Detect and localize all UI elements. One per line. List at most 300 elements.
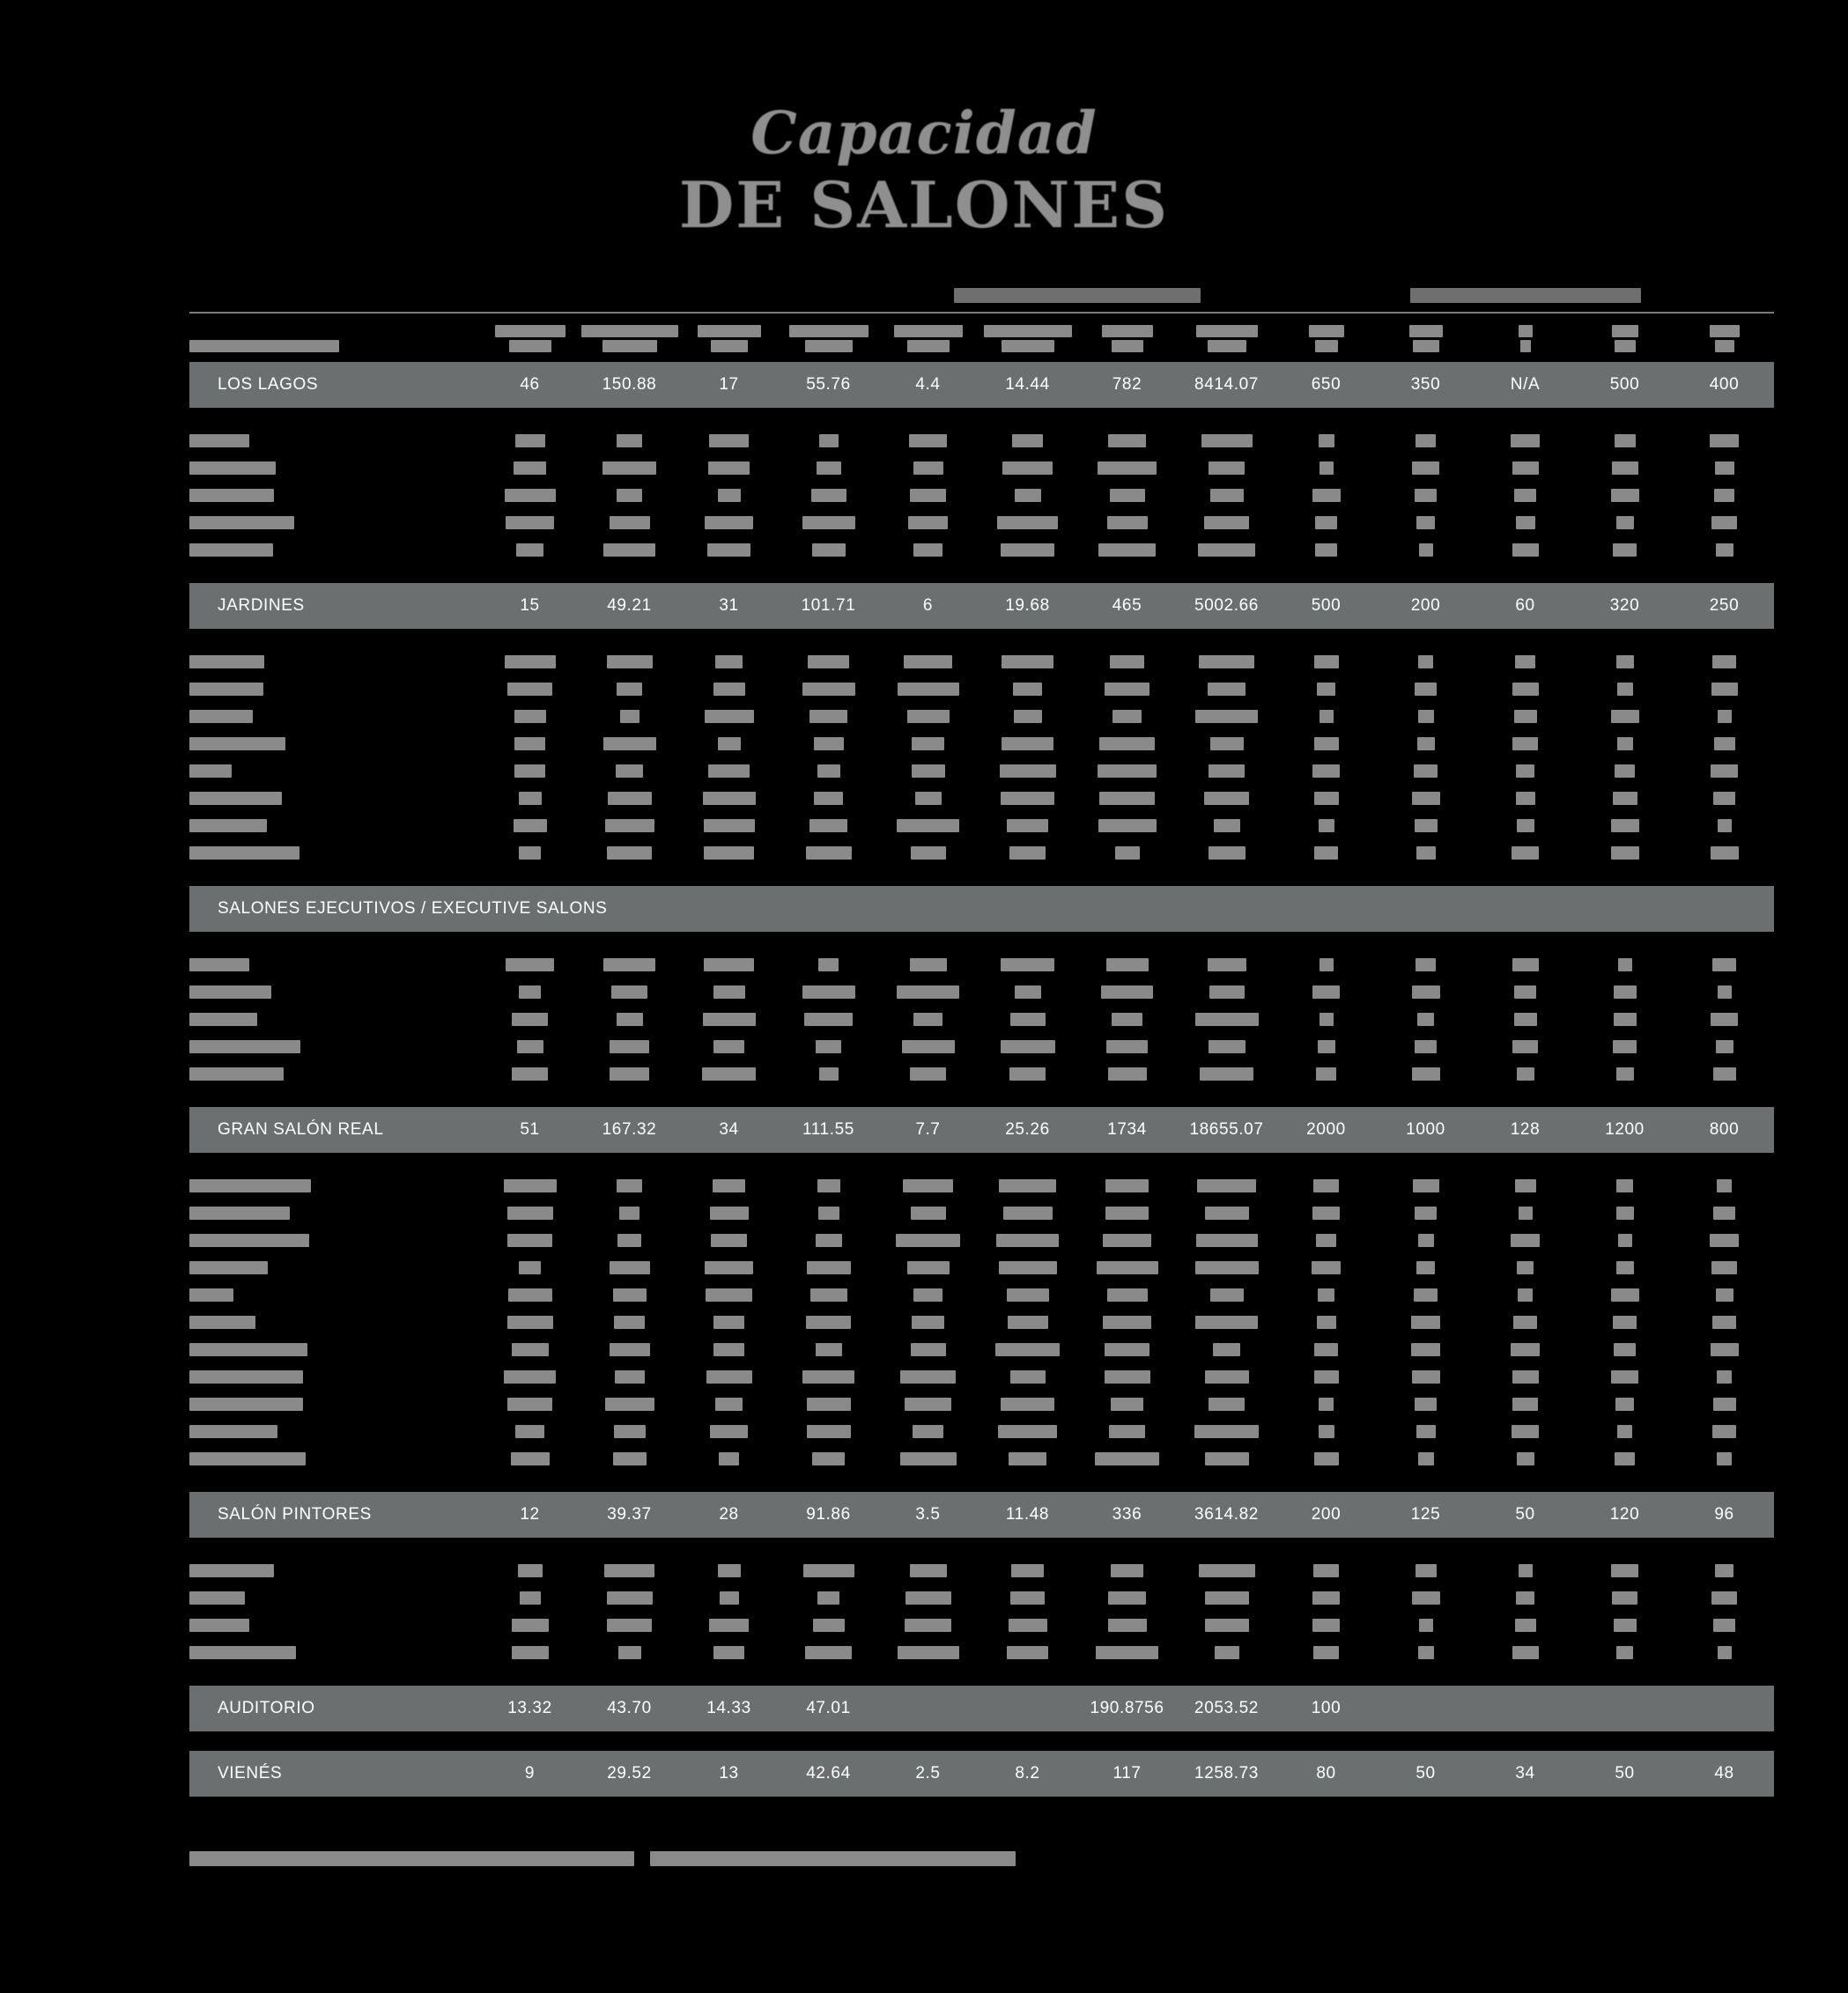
redacted-block: [1112, 340, 1143, 352]
row-value: [580, 1612, 679, 1639]
redacted-block: [817, 764, 840, 778]
redacted-block: [1109, 1425, 1145, 1438]
redacted-block: [1611, 489, 1639, 502]
row-value: [1276, 1227, 1376, 1254]
redacted-block: [1714, 737, 1735, 750]
section-value: [978, 1686, 1077, 1731]
redacted-block: [713, 985, 745, 999]
redacted-block: [1613, 1316, 1637, 1329]
redacted-block: [1315, 516, 1337, 529]
redacted-block: [1009, 1067, 1046, 1081]
row-value: [679, 1227, 779, 1254]
redacted-block: [1316, 1234, 1336, 1247]
row-value: [480, 1612, 580, 1639]
row-value: [1077, 1060, 1177, 1088]
redacted-block: [495, 325, 565, 337]
redacted-block: [1318, 1288, 1334, 1302]
column-header-4: [779, 313, 878, 362]
redacted-block: [504, 1179, 557, 1192]
row-value: [1376, 978, 1475, 1006]
section-value: 80: [1276, 1751, 1376, 1797]
row-label: [189, 509, 480, 536]
group-header-2: [1276, 288, 1774, 308]
section-value: 2000: [1276, 1107, 1376, 1153]
redacted-block: [189, 1316, 255, 1329]
redacted-block: [1516, 792, 1535, 805]
column-header-label: [878, 325, 978, 352]
redacted-block: [1617, 683, 1633, 696]
row-value: [1674, 785, 1774, 812]
redacted-block: [604, 1564, 654, 1577]
row-value: [1475, 1418, 1575, 1445]
section-value: 13.32: [480, 1686, 580, 1731]
row-value: [978, 1336, 1077, 1363]
redacted-block: [818, 1207, 839, 1220]
row-value: [1575, 454, 1674, 482]
redacted-block: [816, 1040, 841, 1053]
redacted-block: [189, 1179, 311, 1192]
row-value: [1575, 1418, 1674, 1445]
row-label: [189, 951, 480, 978]
redacted-block: [1713, 1067, 1736, 1081]
redacted-block: [1195, 1316, 1258, 1329]
redacted-block: [1711, 1343, 1739, 1356]
redacted-block: [1095, 1452, 1159, 1465]
section-value: 14.33: [679, 1686, 779, 1731]
redacted-block: [1512, 846, 1539, 860]
redacted-block: [1718, 710, 1732, 723]
redacted-block: [1417, 737, 1435, 750]
redacted-block: [1002, 737, 1053, 750]
redacted-block: [189, 846, 299, 860]
redacted-block: [1613, 792, 1637, 805]
redacted-block: [1711, 683, 1738, 696]
redacted-block: [607, 1619, 652, 1632]
section-value: 60: [1475, 583, 1575, 629]
redacted-block: [1416, 1261, 1435, 1274]
redacted-block: [1416, 1425, 1436, 1438]
spacer-cell: [189, 1088, 1774, 1107]
redacted-block: [1412, 461, 1439, 475]
page-title: [0, 0, 1848, 242]
row-value: [1674, 1336, 1774, 1363]
row-value: [1077, 1584, 1177, 1612]
row-value: [1276, 1172, 1376, 1199]
row-value: [480, 427, 580, 454]
redacted-block: [715, 655, 743, 668]
section-value: 50: [1575, 1751, 1674, 1797]
row-value: [1674, 1281, 1774, 1309]
table-row: [189, 839, 1774, 867]
redacted-block: [805, 340, 853, 352]
row-value: [679, 1336, 779, 1363]
row-value: [580, 1033, 679, 1060]
row-value: [1276, 1281, 1376, 1309]
row-value: [580, 951, 679, 978]
row-value: [1276, 978, 1376, 1006]
row-value: [679, 536, 779, 564]
redacted-block: [1001, 1398, 1054, 1411]
table-row: [189, 1391, 1774, 1418]
row-value: [1077, 1445, 1177, 1473]
section-value: 7.7: [878, 1107, 978, 1153]
row-value: [1475, 785, 1575, 812]
row-value: [978, 1281, 1077, 1309]
group-header-spacer: [189, 288, 480, 308]
redacted-block: [1511, 434, 1540, 447]
redacted-block: [817, 1591, 839, 1605]
table-row: [189, 1006, 1774, 1033]
redacted-block: [1412, 1591, 1440, 1605]
redacted-block: [1316, 1067, 1336, 1081]
row-value: [878, 1199, 978, 1227]
row-value: [779, 675, 878, 703]
redacted-block: [1000, 764, 1056, 778]
redacted-block: [605, 1398, 654, 1411]
redacted-block: [1209, 985, 1245, 999]
row-value: [679, 675, 779, 703]
row-value: [1475, 1060, 1575, 1088]
row-value: [1276, 1309, 1376, 1336]
column-header-11: [1475, 313, 1575, 362]
redacted-block: [1317, 683, 1335, 696]
redacted-block: [1515, 1179, 1536, 1192]
redacted-block: [608, 792, 652, 805]
redacted-block: [189, 1207, 290, 1220]
row-value: [1575, 536, 1674, 564]
redacted-block: [517, 1040, 543, 1053]
redacted-block: [912, 1316, 944, 1329]
redacted-block: [1716, 543, 1733, 557]
column-header-row: [189, 313, 1774, 362]
redacted-block: [1099, 737, 1155, 750]
row-value: [1674, 1391, 1774, 1418]
row-value: [679, 757, 779, 785]
redacted-block: [1194, 1425, 1259, 1438]
section-value: 500: [1276, 583, 1376, 629]
row-value: [480, 1060, 580, 1088]
row-value: [480, 951, 580, 978]
redacted-block: [805, 1646, 852, 1659]
row-value: [1077, 1199, 1177, 1227]
section-value: 14.44: [978, 362, 1077, 408]
redacted-block: [1110, 655, 1144, 668]
table-row: [189, 536, 1774, 564]
row-value: [1674, 1418, 1774, 1445]
row-value: [1674, 1227, 1774, 1254]
row-value: [978, 648, 1077, 675]
section-value: 101.71: [779, 583, 878, 629]
row-value: [1177, 785, 1276, 812]
spacer-cell: [189, 408, 1774, 427]
redacted-block: [1514, 1013, 1537, 1026]
redacted-block: [1204, 516, 1249, 529]
section-value: 11.48: [978, 1492, 1077, 1538]
row-value: [878, 1336, 978, 1363]
redacted-block: [1412, 1370, 1440, 1384]
row-value: [679, 1060, 779, 1088]
redacted-block: [189, 1040, 300, 1053]
row-value: [1674, 1557, 1774, 1584]
section-value: [1376, 1686, 1475, 1731]
row-value: [1475, 730, 1575, 757]
redacted-block: [189, 710, 253, 723]
column-header-5: [878, 313, 978, 362]
redacted-block: [896, 1234, 960, 1247]
redacted-block: [1519, 1207, 1533, 1220]
redacted-block: [1511, 1234, 1540, 1247]
redacted-block: [910, 1067, 946, 1081]
row-value: [878, 1639, 978, 1666]
redacted-block: [1201, 434, 1253, 447]
row-value: [978, 839, 1077, 867]
table-row: [189, 1060, 1774, 1088]
row-value: [1376, 1227, 1475, 1254]
redacted-block: [512, 1343, 549, 1356]
redacted-block: [1007, 819, 1048, 832]
row-value: [480, 1281, 580, 1309]
row-value: [1674, 1612, 1774, 1639]
redacted-block: [906, 1591, 951, 1605]
redacted-block: [189, 1343, 307, 1356]
redacted-block: [1615, 1452, 1635, 1465]
redacted-block: [1516, 516, 1535, 529]
row-value: [1376, 1612, 1475, 1639]
row-value: [580, 785, 679, 812]
redacted-block: [1416, 434, 1436, 447]
redacted-block: [1616, 516, 1634, 529]
row-value: [1376, 1445, 1475, 1473]
row-value: [580, 839, 679, 867]
section-name: GRAN SALÓN REAL: [189, 1107, 480, 1153]
redacted-block: [900, 1452, 957, 1465]
row-spacer: [189, 564, 1774, 583]
redacted-block: [1717, 1370, 1732, 1384]
row-value: [1177, 454, 1276, 482]
row-value: [1575, 757, 1674, 785]
row-value: [1475, 1033, 1575, 1060]
row-label: [189, 1391, 480, 1418]
redacted-block: [1712, 1316, 1736, 1329]
redacted-block: [708, 461, 750, 475]
row-value: [1475, 1309, 1575, 1336]
column-header-label: [978, 325, 1077, 352]
row-value: [1376, 1363, 1475, 1391]
redacted-block: [1108, 434, 1146, 447]
row-value: [1177, 978, 1276, 1006]
redacted-block: [1713, 792, 1735, 805]
spacer-cell: [189, 932, 1774, 951]
row-value: [1674, 730, 1774, 757]
redacted-block: [911, 1207, 946, 1220]
redacted-block: [512, 1646, 549, 1659]
redacted-block: [1713, 1398, 1736, 1411]
redacted-block: [602, 340, 657, 352]
row-value: [978, 536, 1077, 564]
section-value: 250: [1674, 583, 1774, 629]
row-value: [1575, 785, 1674, 812]
row-value: [779, 1584, 878, 1612]
row-value: [1376, 1309, 1475, 1336]
row-value: [1376, 1060, 1475, 1088]
redacted-block: [1419, 1619, 1433, 1632]
row-value: [1376, 1418, 1475, 1445]
row-value: [1575, 730, 1674, 757]
redacted-block: [1715, 461, 1734, 475]
redacted-block: [809, 819, 847, 832]
section-value: 39.37: [580, 1492, 679, 1538]
row-value: [1376, 536, 1475, 564]
row-value: [480, 839, 580, 867]
redacted-block: [816, 1234, 842, 1247]
redacted-block: [713, 1040, 744, 1053]
row-value: [1475, 648, 1575, 675]
redacted-block: [1409, 325, 1443, 337]
redacted-block: [1717, 1452, 1732, 1465]
row-value: [878, 1418, 978, 1445]
row-value: [779, 1060, 878, 1088]
redacted-block: [698, 325, 761, 337]
redacted-block: [705, 516, 753, 529]
section-value: 96: [1674, 1492, 1774, 1538]
redacted-block: [1517, 819, 1534, 832]
row-value: [580, 1199, 679, 1227]
redacted-block: [1314, 1343, 1338, 1356]
column-header-6: [978, 313, 1077, 362]
row-value: [1475, 454, 1575, 482]
redacted-block: [1314, 792, 1339, 805]
row-spacer: [189, 1473, 1774, 1492]
redacted-block: [905, 1398, 951, 1411]
redacted-block: [1213, 1343, 1240, 1356]
redacted-block: [1615, 1398, 1634, 1411]
row-value: [1376, 648, 1475, 675]
redacted-block: [607, 655, 653, 668]
redacted-block: [1618, 958, 1632, 971]
redacted-block: [1198, 543, 1255, 557]
redacted-block: [519, 846, 541, 860]
section-value: N/A: [1475, 362, 1575, 408]
row-value: [580, 1309, 679, 1336]
redacted-block: [1312, 1261, 1341, 1274]
redacted-block: [519, 792, 542, 805]
redacted-block: [709, 1619, 749, 1632]
redacted-block: [809, 710, 847, 723]
title-script: Capacidad: [750, 99, 1098, 167]
redacted-block: [807, 1261, 851, 1274]
redacted-block: [814, 737, 844, 750]
row-value: [1674, 1172, 1774, 1199]
redacted-block: [719, 1452, 739, 1465]
redacted-block: [514, 737, 545, 750]
row-value: [480, 1639, 580, 1666]
row-value: [1276, 536, 1376, 564]
redacted-block: [903, 1179, 953, 1192]
capacity-table: [189, 288, 1774, 1816]
row-value: [1376, 482, 1475, 509]
redacted-block: [1115, 846, 1140, 860]
redacted-block: [913, 1013, 942, 1026]
redacted-block: [1411, 1316, 1440, 1329]
redacted-block: [1108, 1619, 1147, 1632]
redacted-block: [1010, 1370, 1046, 1384]
row-value: [1276, 648, 1376, 675]
section-value: 500: [1575, 362, 1674, 408]
redacted-block: [1205, 1370, 1249, 1384]
redacted-block: [617, 683, 642, 696]
row-value: [1575, 1639, 1674, 1666]
row-value: [480, 703, 580, 730]
section-value: 190.8756: [1077, 1686, 1177, 1731]
redacted-block: [512, 1067, 548, 1081]
row-label: [189, 730, 480, 757]
capacity-table-wrapper: [189, 288, 1740, 1816]
row-value: [978, 1639, 1077, 1666]
row-value: [878, 757, 978, 785]
redacted-block: [1612, 325, 1638, 337]
redacted-block: [1417, 1013, 1434, 1026]
column-header-label: [1674, 325, 1774, 352]
row-value: [1376, 1391, 1475, 1418]
redacted-block: [507, 1207, 553, 1220]
row-value: [1177, 427, 1276, 454]
row-value: [1475, 1006, 1575, 1033]
row-value: [1475, 1557, 1575, 1584]
row-value: [779, 1172, 878, 1199]
row-value: [878, 1281, 978, 1309]
redacted-block: [619, 1207, 639, 1220]
row-value: [1276, 1584, 1376, 1612]
redacted-block: [1711, 1591, 1737, 1605]
redacted-block: [189, 516, 294, 529]
redacted-block: [1413, 1179, 1439, 1192]
redacted-block: [802, 683, 855, 696]
redacted-block: [1112, 710, 1142, 723]
row-value: [1674, 1254, 1774, 1281]
redacted-block: [1205, 1591, 1249, 1605]
row-value: [1077, 675, 1177, 703]
redacted-block: [1611, 1564, 1638, 1577]
row-value: [679, 1033, 779, 1060]
column-header-12: [1575, 313, 1674, 362]
row-value: [1475, 509, 1575, 536]
row-value: [1276, 454, 1376, 482]
table-row: [189, 1639, 1774, 1666]
section-value: 12: [480, 1492, 580, 1538]
redacted-block: [1199, 655, 1254, 668]
redacted-block: [1716, 1040, 1733, 1053]
redacted-block: [1718, 1646, 1732, 1659]
row-value: [1475, 1584, 1575, 1612]
section-value: 650: [1276, 362, 1376, 408]
redacted-block: [706, 1370, 752, 1384]
redacted-block: [1108, 1067, 1147, 1081]
row-value: [1674, 812, 1774, 839]
row-spacer: [189, 1797, 1774, 1816]
redacted-block: [1511, 1343, 1540, 1356]
section-row: [189, 1751, 1774, 1797]
row-value: [1475, 812, 1575, 839]
redacted-block: [1007, 1288, 1049, 1302]
row-value: [580, 1254, 679, 1281]
row-value: [1475, 978, 1575, 1006]
redacted-block: [1416, 846, 1436, 860]
redacted-block: [1209, 764, 1245, 778]
section-value: 167.32: [580, 1107, 679, 1153]
redacted-block: [1110, 489, 1145, 502]
row-value: [679, 1199, 779, 1227]
row-value: [580, 1172, 679, 1199]
